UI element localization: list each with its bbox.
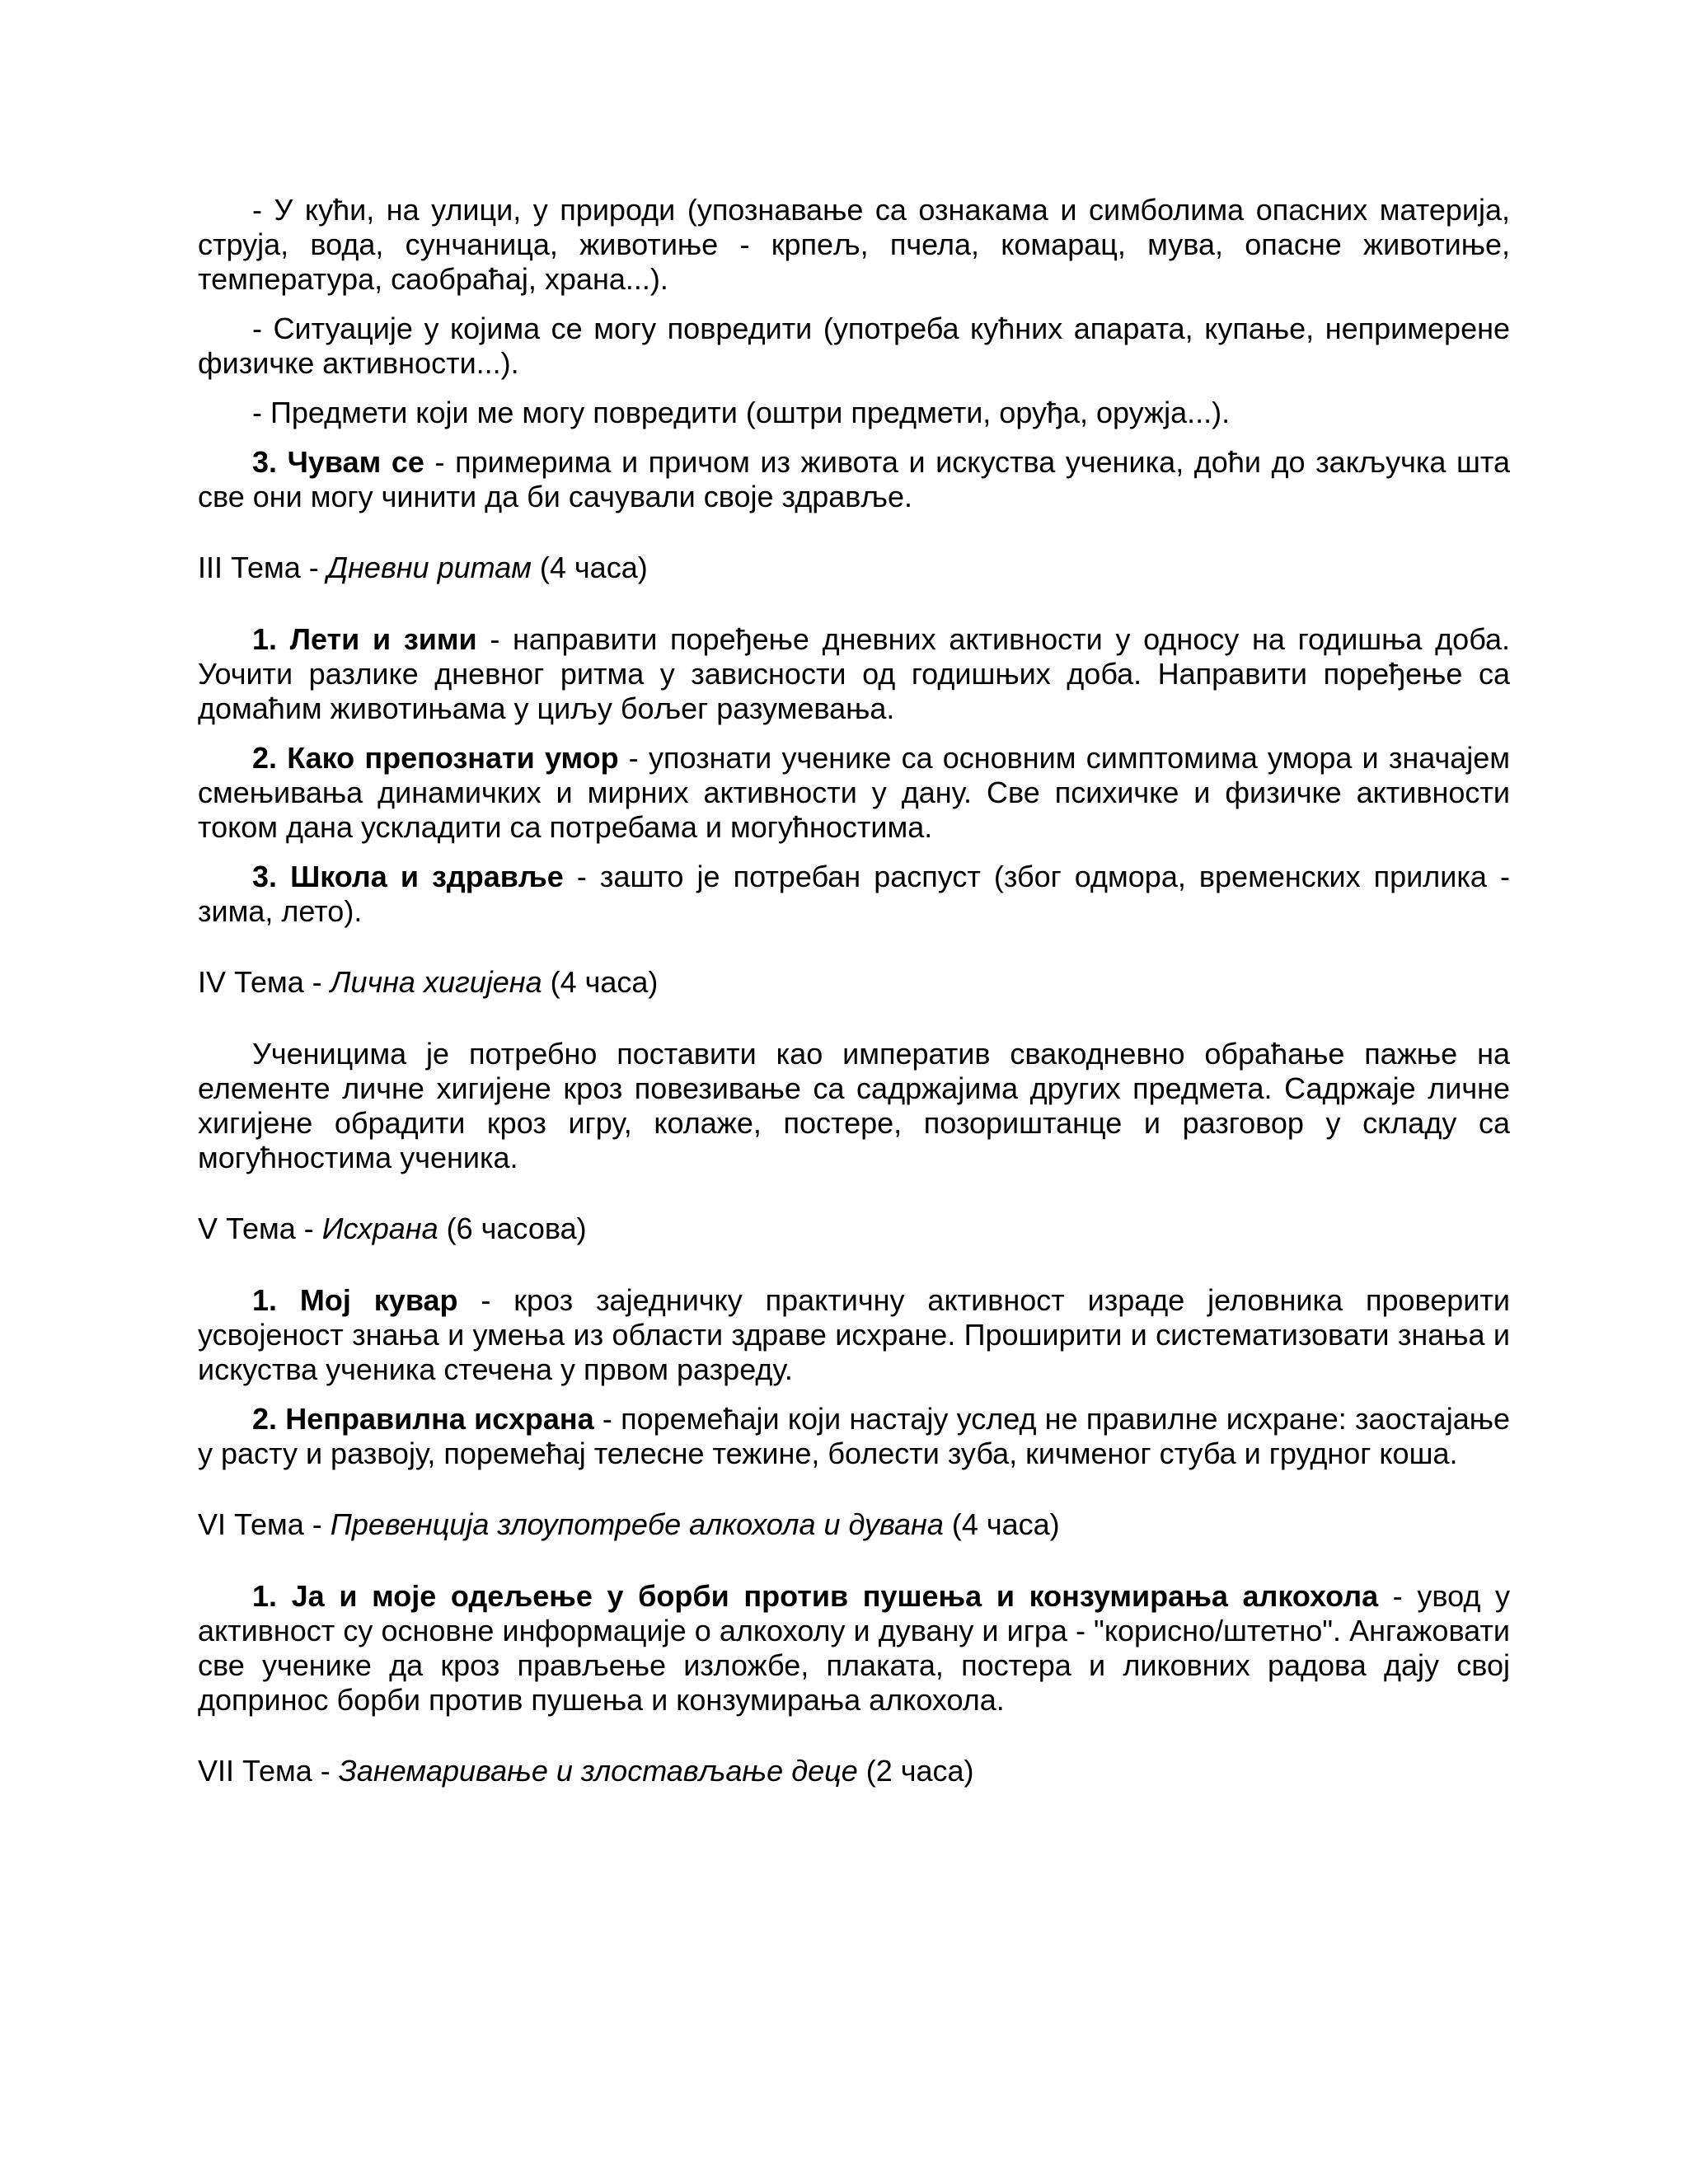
paragraph-lead: 1. Ја и моје одељење у борби против пушења и конзумирања алкохола [252, 1579, 1379, 1613]
topic-prefix: VII Тема - [198, 1754, 339, 1788]
paragraph-lead: 2. Неправилна исхрана [252, 1402, 594, 1436]
paragraph-lead: 1. Мој кувар [252, 1283, 458, 1317]
topic-heading-vii [198, 1754, 1510, 1788]
topic-hours: (6 часова) [438, 1212, 587, 1245]
paragraph-text: - У кући, на улици, у природи (упознавање са ознакама и симболима опасних материја, струја, вода, сунчаница, животиње - крпељ, пчела, комарац, мува, опасне животиње, температура, саобраћај, храна...). [198, 193, 1510, 296]
topic-heading-vi [198, 1507, 1510, 1542]
topic-prefix: V Тема - [198, 1212, 322, 1245]
paragraph-leti-i-zimi [198, 622, 1510, 726]
paragraph-text: - кроз заједничку практичну активност израде јеловника проверити усвојеност знања и умења из области здраве исхране. Проширити и систематизовати знања и искуства ученика стечена у првом разреду. [198, 1283, 1511, 1386]
document-page [198, 193, 1510, 1788]
paragraph-nepravilna-ishrana [198, 1402, 1510, 1471]
paragraph-injury-situations [198, 312, 1510, 381]
paragraph-text: - зашто је потребан распуст (због одмора, временских прилика - зима, лето). [198, 860, 1510, 928]
paragraph-lead: 1. Лети и зими [252, 622, 477, 656]
topic-name: Занемаривање и злостављање деце [338, 1754, 858, 1788]
paragraph-text: - упознати ученике са основним симптомима умора и значајем смењивања динамичких и мирних активности у дану. Све психичке и физичке активности током дана ускладити са потребама и могућностима. [198, 741, 1510, 844]
topic-name: Превенција злоупотребе алкохола и дувана [330, 1507, 944, 1541]
paragraph-chuvam-se [198, 445, 1510, 514]
paragraph-text: - направити поређење дневних активности у односу на годишња доба. Уочити разлике дневног ритма у зависности од годишњих доба. Направити поређење са домаћим животињама у циљу бољег разумевања. [198, 622, 1511, 725]
paragraph-text: - примерима и причом из живота и искуства ученика, доћи до закључка шта све они могу чинити да би сачували своје здравље. [198, 445, 1510, 513]
paragraph-umor [198, 741, 1510, 845]
paragraph-text: Ученицима је потребно поставити као императив свакодневно обраћање пажње на елементе личне хигијене кроз повезивање са садржајима других предмета. Садржаје личне хигијене обрадити кроз игру, колаже, постере, позориштанце и разговор у складу са могућностима ученика. [198, 1037, 1510, 1174]
topic-prefix: III Тема - [198, 551, 327, 584]
topic-heading-iii [198, 551, 1510, 585]
paragraph-text: - Ситуације у којима се могу повредити (употреба кућних апарата, купање, непримерене физичке активности...). [198, 312, 1510, 380]
topic-prefix: VI Тема - [198, 1507, 331, 1541]
topic-prefix: IV Тема - [198, 965, 331, 999]
paragraph-text: - поремећаји који настају услед не правилне исхране: заостајање у расту и развоју, поремећај телесне тежине, болести зуба, кичменог стуба и грудног коша. [198, 1402, 1510, 1470]
topic-name: Лична хигијена [330, 965, 542, 999]
topic-hours: (4 часа) [542, 965, 659, 999]
paragraph-home-street-nature [198, 193, 1510, 297]
paragraph-shkola-i-zdravlje [198, 860, 1510, 929]
topic-hours: (4 часа) [531, 551, 648, 584]
paragraph-dangerous-objects [198, 396, 1510, 430]
paragraph-licna-higijena [198, 1037, 1510, 1175]
topic-hours: (2 часа) [857, 1754, 974, 1788]
paragraph-lead: 3. Чувам се [252, 445, 424, 479]
paragraph-text: - Предмети који ме могу повредити (оштри предмети, оруђа, оружја...). [252, 396, 1231, 429]
paragraph-moj-kuvar [198, 1283, 1510, 1387]
topic-name: Исхрана [321, 1212, 438, 1245]
topic-name: Дневни ритам [326, 551, 532, 584]
paragraph-lead: 3. Школа и здравље [252, 860, 564, 893]
paragraph-borba-protiv-pusenja [198, 1579, 1510, 1718]
paragraph-lead: 2. Како препознати умор [252, 741, 619, 775]
topic-hours: (4 часа) [943, 1507, 1060, 1541]
topic-heading-v [198, 1212, 1510, 1246]
paragraph-text: - увод у активност су основне информације о алкохолу и дувану и игра - "корисно/штетно". Ангажовати све ученике да кроз прављење изложбе, плаката, постера и ликовних радова дају свој допринос борби против пушења и конзумирања алкохола. [198, 1579, 1510, 1717]
topic-heading-iv [198, 965, 1510, 1000]
